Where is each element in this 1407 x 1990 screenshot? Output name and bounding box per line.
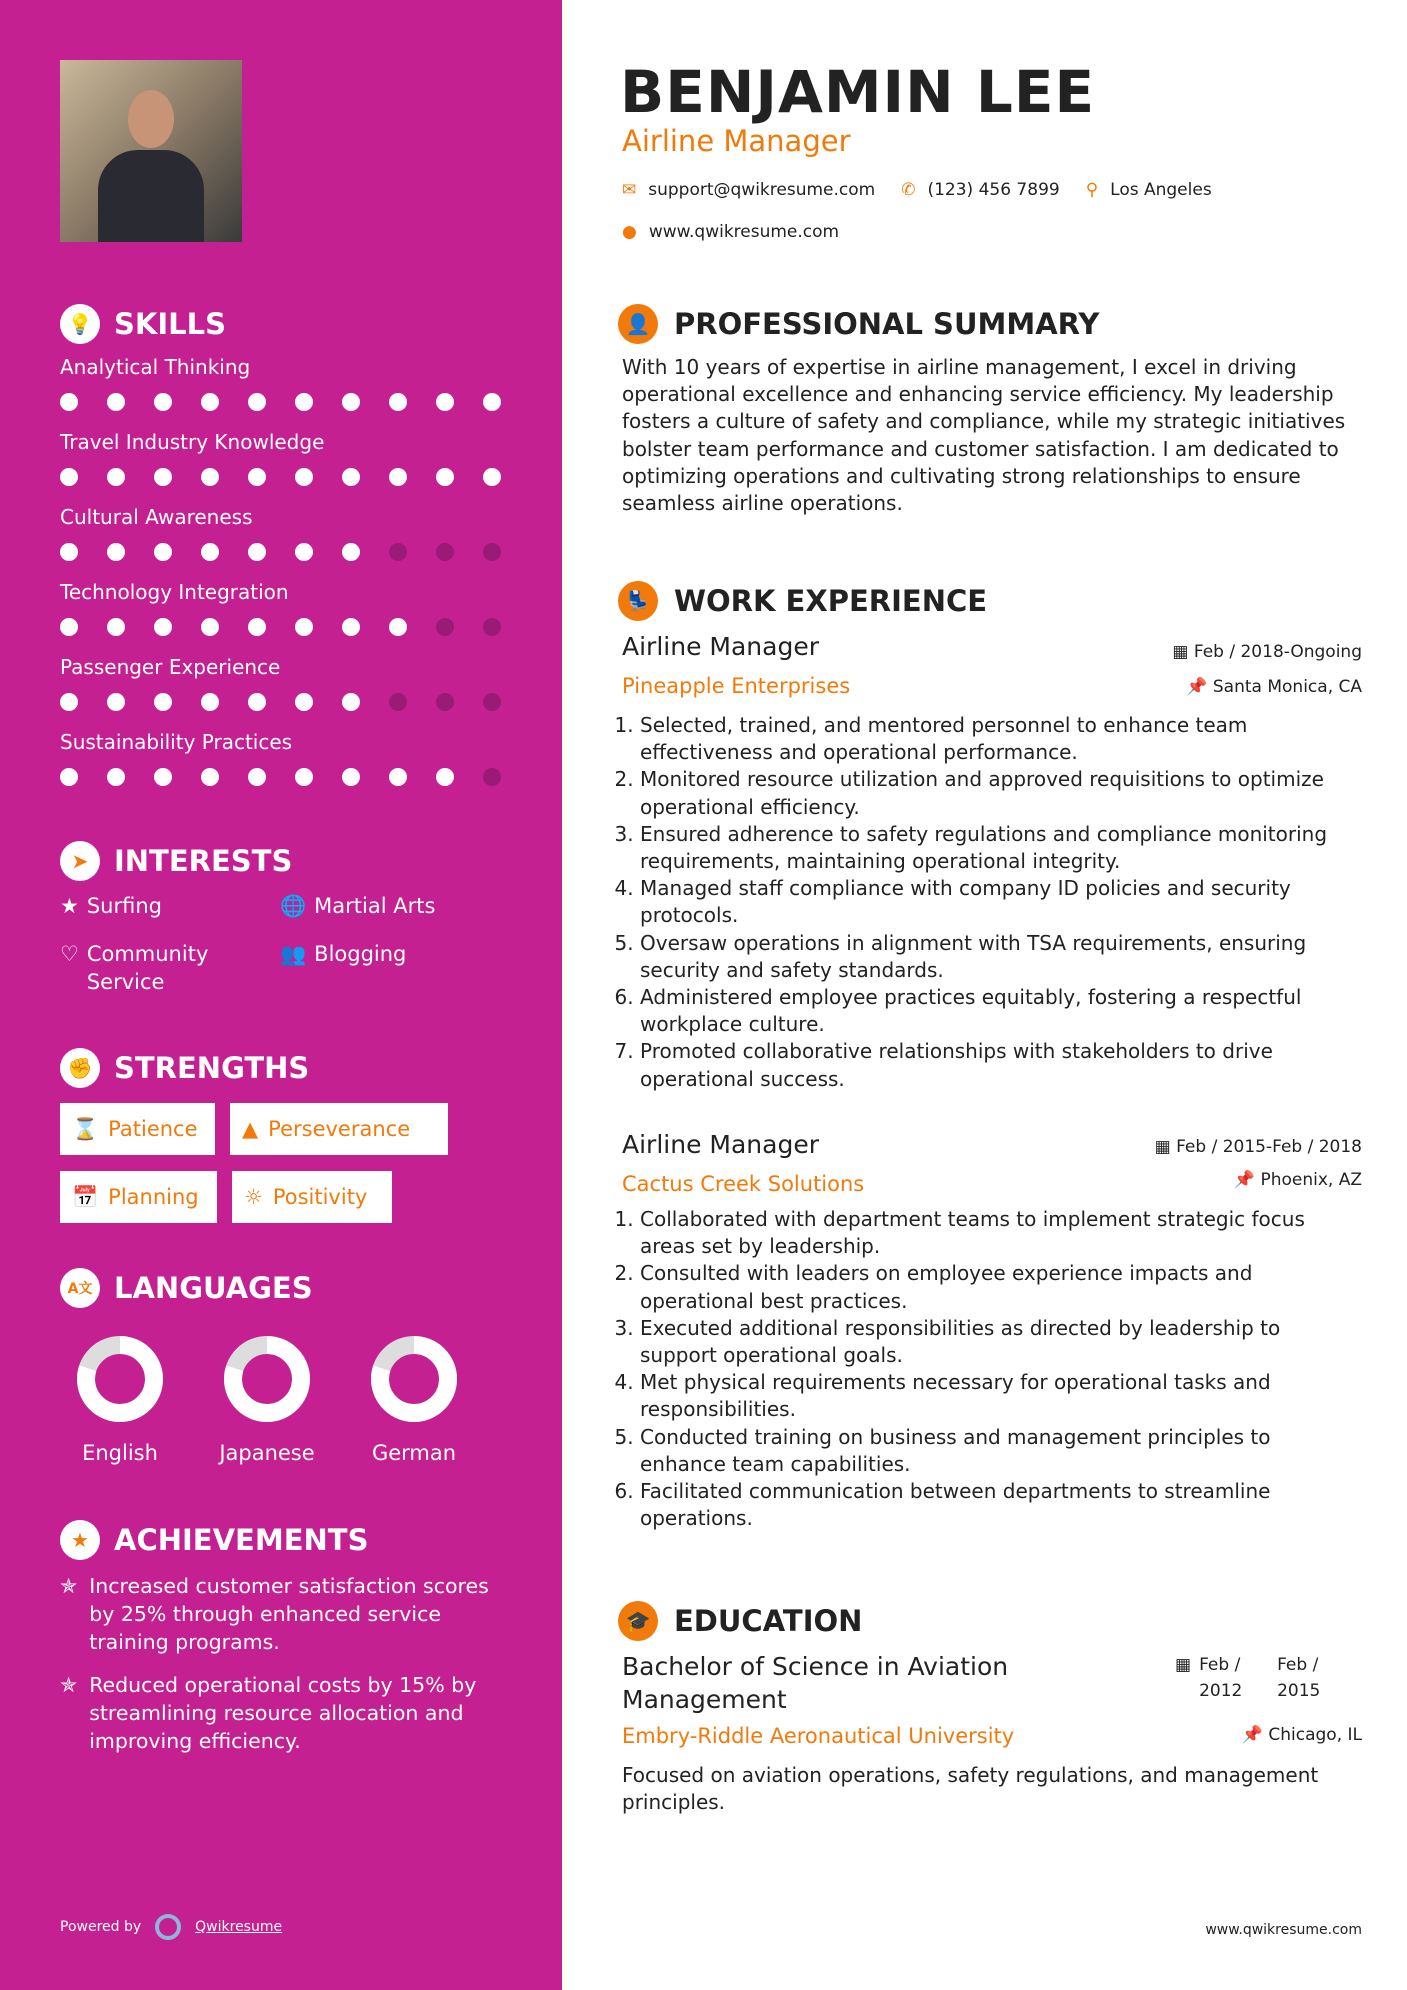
- rating-dot: [342, 618, 360, 636]
- rating-dot: [295, 693, 313, 711]
- star-icon: ✯: [60, 1673, 78, 1697]
- education-location: [1242, 1725, 1362, 1745]
- skills-title: SKILLS: [114, 307, 226, 341]
- calendar-icon: ▦: [1172, 642, 1194, 662]
- calendar-icon: 📅: [72, 1184, 99, 1209]
- interest-item: [60, 940, 260, 996]
- job-dates: [1172, 642, 1362, 662]
- skill-label: Sustainability Practices: [60, 730, 293, 754]
- profile-photo: [60, 60, 242, 242]
- dates-text: Feb / 2015-Feb / 2018: [1176, 1137, 1362, 1157]
- pin-icon: 📌: [1241, 1725, 1269, 1745]
- donut-chart: [222, 1334, 312, 1424]
- interest-item: [280, 940, 406, 968]
- skill-rating: [60, 393, 501, 411]
- job-position: Airline Manager: [622, 632, 819, 661]
- job-dates: [1155, 1137, 1362, 1157]
- briefcase-chair-icon: 💺: [618, 581, 658, 621]
- rating-dot: [483, 393, 501, 411]
- rating-dot: [342, 543, 360, 561]
- job-bullet: 3. Executed additional responsibilities as directed by leadership to support operational goals.: [640, 1315, 1354, 1369]
- interest-label: Martial Arts: [314, 894, 436, 918]
- work-heading: [618, 581, 987, 621]
- summary-heading: [618, 304, 1099, 344]
- interest-label: Community Service: [86, 942, 209, 994]
- achievements-heading: [60, 1520, 368, 1560]
- rating-dot: [436, 543, 454, 561]
- rating-dot: [483, 468, 501, 486]
- rating-dot: [107, 468, 125, 486]
- work-title: WORK EXPERIENCE: [674, 584, 988, 618]
- rating-dot: [389, 768, 407, 786]
- rating-dot: [248, 543, 266, 561]
- degree: Bachelor of Science in Aviation Management: [622, 1652, 1009, 1714]
- education-title: EDUCATION: [674, 1604, 863, 1638]
- envelope-icon: ✉: [622, 180, 637, 200]
- rating-dot: [201, 618, 219, 636]
- languages-title: LANGUAGES: [114, 1271, 313, 1305]
- achievement-text: Increased customer satisfaction scores by 25% through enhanced service training programs.: [89, 1574, 489, 1654]
- rating-dot: [436, 693, 454, 711]
- skill-rating: [60, 618, 501, 636]
- rating-dot: [248, 618, 266, 636]
- job-bullet: 1. Collaborated with department teams to implement strategic focus areas set by leadership.: [640, 1206, 1354, 1260]
- achievement-text: Reduced operational costs by 15% by streamlining resource allocation and improving efficiency.: [89, 1673, 477, 1753]
- calendar-icon: ▦: [1154, 1137, 1177, 1157]
- rating-dot: [342, 693, 360, 711]
- skill-label: Passenger Experience: [60, 655, 281, 679]
- job-bullet: 5. Conducted training on business and management principles to enhance team capabilities.: [640, 1424, 1354, 1478]
- language-donut: [75, 1334, 165, 1428]
- rating-dot: [154, 543, 172, 561]
- lightbulb-icon: 💡: [60, 304, 100, 344]
- website-row: [622, 222, 839, 242]
- strength-badge: [230, 1103, 448, 1155]
- website[interactable]: www.qwikresume.com: [648, 222, 840, 242]
- rating-dot: [107, 393, 125, 411]
- phone-icon: ✆: [901, 180, 916, 200]
- summary-title: PROFESSIONAL SUMMARY: [674, 307, 1100, 341]
- rating-dot: [201, 693, 219, 711]
- hands-icon: ♡: [60, 942, 79, 966]
- interests-title: INTERESTS: [114, 844, 293, 878]
- rating-dot: [154, 768, 172, 786]
- rating-dot: [201, 543, 219, 561]
- user-icon: 👤: [618, 304, 658, 344]
- job-bullets: [614, 712, 1354, 1093]
- rating-dot: [295, 543, 313, 561]
- strengths-title: STRENGTHS: [114, 1051, 310, 1085]
- job-position: Airline Manager: [622, 1130, 819, 1159]
- school-name: Embry-Riddle Aeronautical University: [622, 1724, 1015, 1748]
- strength-label: Planning: [108, 1185, 199, 1209]
- rating-dot: [295, 768, 313, 786]
- summary-text: With 10 years of expertise in airline management, I excel in driving operational excellence and enhancing service efficiency. My leadership fosters a culture of safety and compliance, while my strategic initiatives bolster team performance and customer satisfaction. I am dedicated to optimizing operations and cultivating strong relationships to ensure seamless airline operations.: [622, 355, 1346, 516]
- pin-icon: 📌: [1233, 1170, 1261, 1190]
- rating-dot: [154, 468, 172, 486]
- start-date: Feb / 2012: [1199, 1655, 1243, 1701]
- hourglass-icon: ⌛: [72, 1116, 99, 1141]
- job-bullet: 2. Consulted with leaders on employee experience impacts and operational best practices.: [640, 1260, 1354, 1314]
- skill-rating: [60, 768, 501, 786]
- job-bullet: 4. Managed staff compliance with company ID policies and security protocols.: [640, 875, 1354, 929]
- company-name: Cactus Creek Solutions: [622, 1172, 865, 1196]
- rating-dot: [60, 693, 78, 711]
- rating-dot: [201, 468, 219, 486]
- pin-icon: 📌: [1186, 677, 1213, 697]
- strengths-heading: [60, 1048, 309, 1088]
- education-description: Focused on aviation operations, safety regulations, and management principles.: [622, 1763, 1319, 1815]
- road-icon: ▲: [242, 1117, 259, 1141]
- education-heading: [618, 1601, 862, 1641]
- rating-dot: [389, 393, 407, 411]
- calendar-icon: ▦: [1175, 1655, 1192, 1675]
- strength-badge: [60, 1103, 215, 1155]
- skill-rating: [60, 693, 501, 711]
- language-label: Japanese: [219, 1441, 315, 1465]
- rating-dot: [60, 618, 78, 636]
- language-donut: [222, 1334, 312, 1428]
- donut-chart: [75, 1334, 165, 1424]
- job-bullet: 6. Facilitated communication between departments to streamline operations.: [640, 1478, 1354, 1532]
- strength-badge: [60, 1171, 217, 1223]
- interest-item: [280, 892, 435, 920]
- achievements-title: ACHIEVEMENTS: [114, 1523, 369, 1557]
- rating-dot: [389, 618, 407, 636]
- globe-icon: 🌐: [280, 894, 307, 918]
- interest-item: [60, 892, 162, 920]
- powered-by-label: Powered by: [60, 1919, 142, 1935]
- star-icon: ★: [60, 894, 79, 918]
- rating-dot: [389, 693, 407, 711]
- location-text: Chicago, IL: [1268, 1725, 1362, 1745]
- users-icon: 👥: [280, 942, 307, 966]
- skill-rating: [60, 468, 501, 486]
- rating-dot: [248, 393, 266, 411]
- job-bullet: 4. Met physical requirements necessary for operational tasks and responsibilities.: [640, 1369, 1354, 1423]
- location-text: Santa Monica, CA: [1212, 677, 1362, 697]
- languages-heading: [60, 1268, 313, 1308]
- skill-label: Technology Integration: [60, 580, 289, 604]
- rating-dot: [436, 618, 454, 636]
- rating-dot: [201, 393, 219, 411]
- candidate-name: BENJAMIN LEE: [620, 58, 1096, 126]
- rating-dot: [248, 468, 266, 486]
- rating-dot: [389, 468, 407, 486]
- interest-label: Blogging: [314, 942, 407, 966]
- interests-heading: [60, 841, 292, 881]
- company-name: Pineapple Enterprises: [622, 674, 851, 698]
- globe-icon: ●: [622, 222, 637, 242]
- translate-icon: A文: [60, 1268, 100, 1308]
- job-bullets: [614, 1206, 1354, 1532]
- rating-dot: [107, 543, 125, 561]
- strength-badge: [232, 1171, 392, 1223]
- email[interactable]: support@qwikresume.com: [648, 180, 876, 200]
- rating-dot: [60, 468, 78, 486]
- contact-row: [622, 180, 1212, 200]
- rating-dot: [295, 618, 313, 636]
- rating-dot: [295, 393, 313, 411]
- rating-dot: [436, 468, 454, 486]
- job-bullet: 2. Monitored resource utilization and approved requisitions to optimize operational efficiency.: [640, 766, 1354, 820]
- dates-text: Feb / 2018-Ongoing: [1193, 642, 1362, 662]
- job-location: [1186, 677, 1362, 697]
- rating-dot: [60, 768, 78, 786]
- rating-dot: [483, 768, 501, 786]
- qwikresume-logo-icon: [155, 1914, 181, 1940]
- language-donut: [369, 1334, 459, 1428]
- rating-dot: [248, 693, 266, 711]
- fist-icon: ✊: [60, 1048, 100, 1088]
- skill-label: Travel Industry Knowledge: [60, 430, 325, 454]
- rating-dot: [154, 618, 172, 636]
- rating-dot: [248, 768, 266, 786]
- rating-dot: [483, 618, 501, 636]
- map-pin-icon: ⚲: [1085, 180, 1099, 200]
- rating-dot: [154, 693, 172, 711]
- rating-dot: [107, 768, 125, 786]
- rating-dot: [295, 468, 313, 486]
- job-bullet: 5. Oversaw operations in alignment with TSA requirements, ensuring security and safety standards.: [640, 930, 1354, 984]
- rating-dot: [60, 393, 78, 411]
- job-location: [1234, 1170, 1362, 1190]
- rating-dot: [342, 393, 360, 411]
- trophy-star-icon: ★: [60, 1520, 100, 1560]
- rating-dot: [436, 393, 454, 411]
- language-label: German: [371, 1441, 457, 1465]
- brand-link[interactable]: Qwikresume: [195, 1919, 283, 1935]
- rating-dot: [201, 768, 219, 786]
- donut-chart: [369, 1334, 459, 1424]
- achievement-item: [60, 1572, 500, 1656]
- end-date: Feb / 2015: [1277, 1655, 1321, 1701]
- location-text: Phoenix, AZ: [1260, 1170, 1362, 1190]
- skills-heading: [60, 304, 226, 344]
- job-bullet: 1. Selected, trained, and mentored personnel to enhance team effectiveness and operational performance.: [640, 712, 1354, 766]
- paper-plane-icon: ➤: [60, 841, 100, 881]
- rating-dot: [389, 543, 407, 561]
- strength-label: Positivity: [272, 1185, 368, 1209]
- job-bullet: 3. Ensured adherence to safety regulations and compliance monitoring requirements, maintaining operational integrity.: [640, 821, 1354, 875]
- rating-dot: [483, 693, 501, 711]
- interest-label: Surfing: [86, 894, 162, 918]
- rating-dot: [154, 393, 172, 411]
- education-dates: [1175, 1652, 1327, 1704]
- location: Los Angeles: [1110, 180, 1212, 200]
- language-label: English: [82, 1441, 158, 1465]
- rating-dot: [60, 543, 78, 561]
- rating-dot: [107, 618, 125, 636]
- footer-url[interactable]: www.qwikresume.com: [1205, 1922, 1362, 1938]
- star-icon: ✯: [60, 1574, 78, 1598]
- skill-rating: [60, 543, 501, 561]
- sidebar: [0, 0, 562, 1990]
- graduation-icon: 🎓: [618, 1601, 658, 1641]
- sun-icon: ☼: [244, 1185, 263, 1209]
- rating-dot: [483, 543, 501, 561]
- job-title: Airline Manager: [622, 124, 851, 158]
- job-bullet: 7. Promoted collaborative relationships with stakeholders to drive operational success.: [640, 1038, 1354, 1092]
- rating-dot: [342, 468, 360, 486]
- strength-label: Patience: [108, 1117, 198, 1141]
- achievement-item: [60, 1671, 500, 1755]
- powered-by: [60, 1914, 282, 1940]
- skill-label: Cultural Awareness: [60, 505, 253, 529]
- rating-dot: [342, 768, 360, 786]
- phone: (123) 456 7899: [927, 180, 1060, 200]
- skill-label: Analytical Thinking: [60, 355, 251, 379]
- strength-label: Perseverance: [268, 1117, 411, 1141]
- rating-dot: [436, 768, 454, 786]
- rating-dot: [107, 693, 125, 711]
- job-bullet: 6. Administered employee practices equitably, fostering a respectful workplace culture.: [640, 984, 1354, 1038]
